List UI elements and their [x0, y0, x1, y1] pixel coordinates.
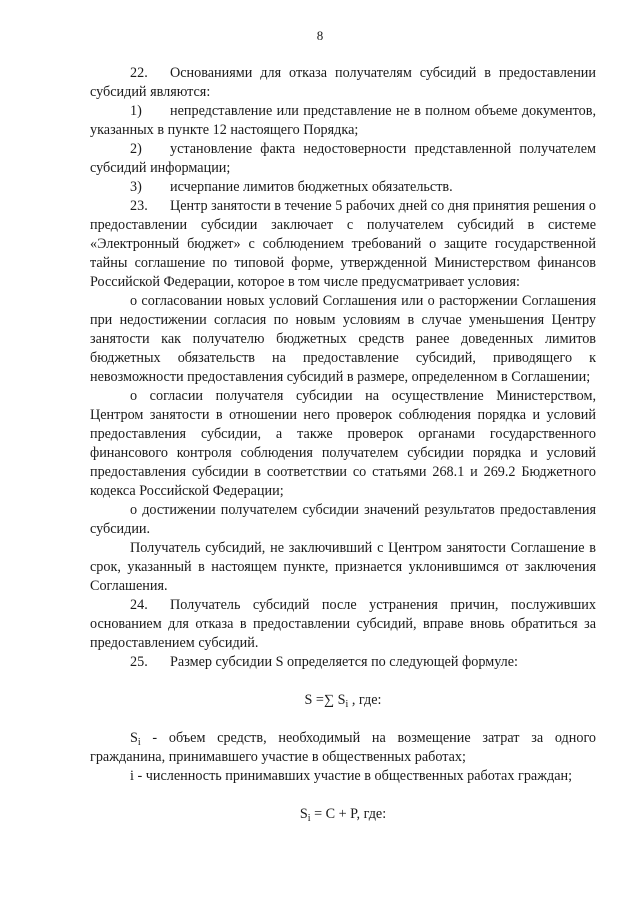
document-body [90, 64, 596, 824]
formula-subscript: i [345, 699, 349, 710]
definition-i: i - численность принимавших участие в общественных работах граждан; [130, 768, 573, 784]
definition-subscript: i [137, 737, 141, 748]
subitem-3 [90, 178, 596, 197]
paragraph-text: Получатель субсидий после устранения причин, послуживших основанием для отказа в предоставлении субсидий, вправе вновь обратиться за предоставлением субсидий. [90, 597, 596, 651]
subitem-1 [90, 102, 596, 140]
formula-part: S [299, 806, 308, 822]
paragraph-number: 22. [130, 65, 148, 81]
formula-part: S =∑ S [304, 692, 346, 708]
subitem-number: 2) [130, 141, 142, 157]
condition-3: о достижении получателем субсидии значений результатов предоставления субсидии. [90, 502, 596, 537]
paragraph-text: Размер субсидии S определяется по следующей формуле: [170, 654, 518, 670]
formula-part: , где: [348, 692, 382, 708]
paragraph-number: 24. [130, 597, 148, 613]
subitem-text: исчерпание лимитов бюджетных обязательств. [170, 179, 453, 195]
subitem-number: 1) [130, 103, 142, 119]
paragraph-24 [90, 596, 596, 653]
paragraph-text: Центр занятости в течение 5 рабочих дней со дня принятия решения о предоставлении субсидии заключает с получателем субсидий в системе «Электронный бюджет» с соблюдением требований о защите государственной тайны соглашение по типовой форме, утвержденной Министерством финансов Российской Федерации, которое в том числе предусматривает условия: [90, 198, 596, 290]
definition-si [90, 729, 596, 767]
condition-2: о согласии получателя субсидии на осуществление Министерством, Центром занятости в отношении него проверок соблюдения порядка и условий предоставления субсидии, а также проверок органами государственного финансового контроля соблюдения получателем субсидии порядка и условий предоставления субсидии в соответствии со статьями 268.1 и 269.2 Бюджетного кодекса Российской Федерации; [90, 388, 596, 499]
paragraph-23 [90, 197, 596, 292]
subitem-number: 3) [130, 179, 142, 195]
formula-part: = C + P, где: [310, 806, 387, 822]
paragraph-25 [90, 653, 596, 672]
paragraph-number: 25. [130, 654, 148, 670]
paragraph-text: Основаниями для отказа получателям субсидий в предоставлении субсидий являются: [90, 65, 596, 100]
subitem-text: непредставление или представление не в полном объеме документов, указанных в пункте 12 настоящего Порядка; [90, 103, 596, 138]
paragraph-number: 23. [130, 198, 148, 214]
condition-1: о согласовании новых условий Соглашения или о расторжении Соглашения при недостижении согласия по новым условиям в случае уменьшения Центру занятости как получателю бюджетных средств ранее доведенных лимитов бюджетных обязательств на предоставление субсидий, приводящего к невозможности предоставления субсидий в размере, определенном в Соглашении; [90, 293, 596, 385]
formula-si [90, 805, 596, 824]
subitem-2 [90, 140, 596, 178]
evasion-paragraph: Получатель субсидий, не заключивший с Центром занятости Соглашение в срок, указанный в настоящем пункте, признается уклонившимся от заключения Соглашения. [90, 540, 596, 594]
definition-symbol: S [130, 730, 138, 746]
paragraph-22 [90, 64, 596, 102]
subitem-text: установление факта недостоверности представленной получателем субсидий информации; [90, 141, 596, 176]
formula-subscript: i [307, 813, 311, 824]
formula-total [90, 691, 596, 710]
page-number: 8 [316, 28, 324, 43]
definition-text: - объем средств, необходимый на возмещение затрат за одного гражданина, принимавшего участие в общественных работах; [90, 730, 596, 765]
